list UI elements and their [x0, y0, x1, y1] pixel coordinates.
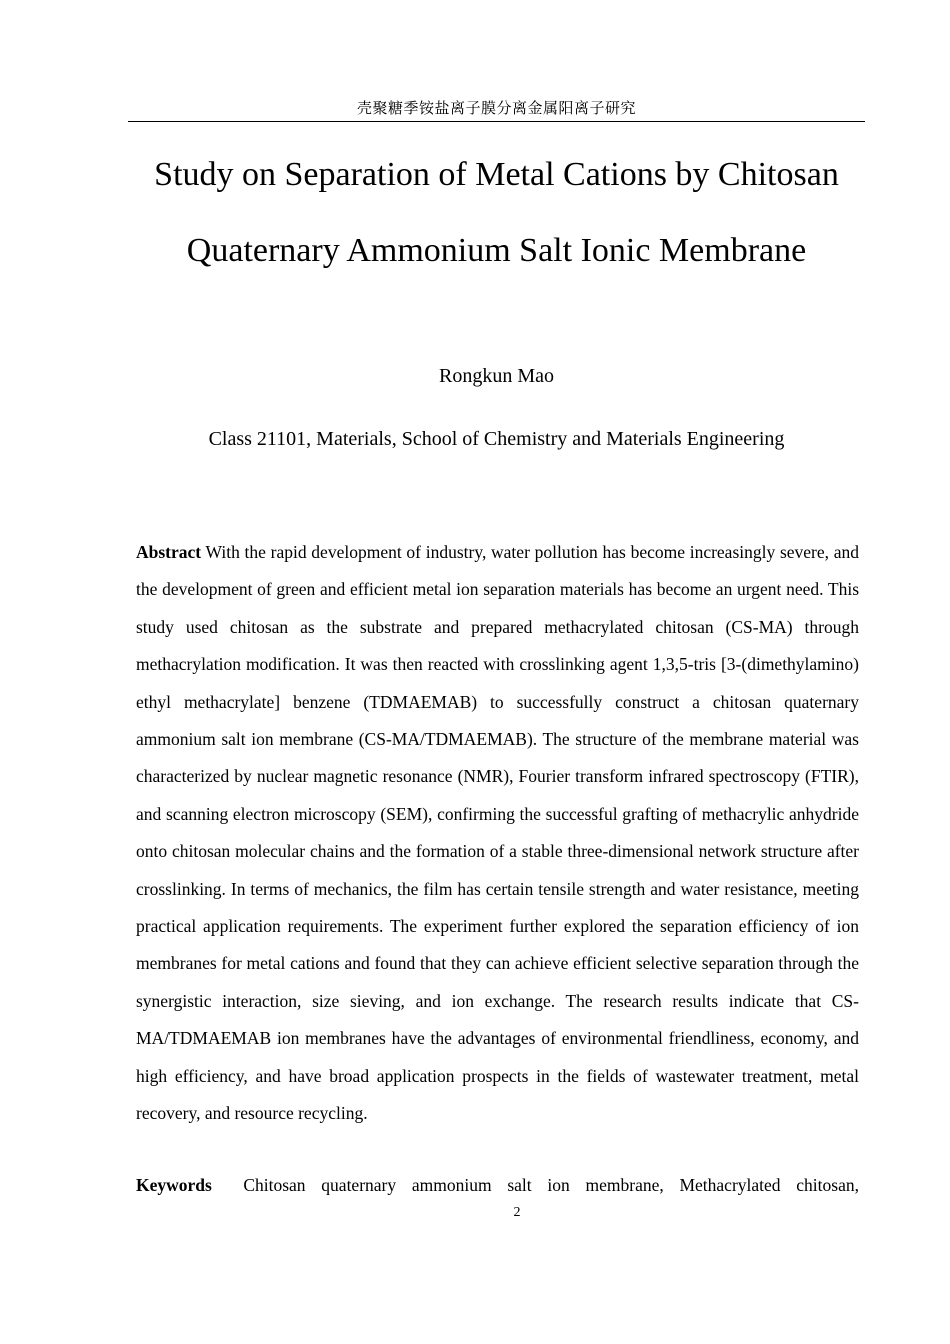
running-header: 壳聚糖季铵盐离子膜分离金属阳离子研究 [128, 96, 865, 122]
abstract-text: With the rapid development of industry, water pollution has become increasingly severe, and the development of green and efficient metal ion separation materials has become an urgent need. This study used chitosan as the substrate and prepared methacrylated chitosan (CS-MA) through methacrylation modification. It was then reacted with crosslinking agent 1,3,5-tris [3-(dimethylamino) ethyl methacrylate] benzene (TDMAEMAB) to successfully construct a chitosan quaternary ammonium salt ion membrane (CS-MA/TDMAEMAB). The structure of the membrane material was characterized by nuclear magnetic resonance (NMR), Fourier transform infrared spectroscopy (FTIR), and scanning electron microscopy (SEM), confirming the successful grafting of methacrylic anhydride onto chitosan molecular chains and the formation of a stable three-dimensional network structure after crosslinking. In terms of mechanics, the film has certain tensile strength and water resistance, meeting practical application requirements. The experiment further explored the separation efficiency of ion membranes for metal cations and found that they can achieve efficient selective separation through the synergistic interaction, size sieving, and ion exchange. The research results indicate that CS-MA/TDMAEMAB ion membranes have the advantages of environmental friendliness, economy, and high efficiency, and have broad application prospects in the fields of wastewater treatment, metal recovery, and resource recycling. [136, 542, 859, 1124]
keywords-text: Chitosan quaternary ammonium salt ion membrane, Methacrylated chitosan, [243, 1175, 859, 1195]
keywords-label: Keywords [136, 1175, 212, 1195]
page-number: 2 [513, 1205, 521, 1220]
title-line-1: Study on Separation of Metal Cations by Chitosan [154, 156, 839, 193]
title-line-2: Quaternary Ammonium Salt Ionic Membrane [186, 232, 807, 269]
abstract-label: Abstract [136, 542, 202, 562]
keywords-paragraph [136, 1167, 859, 1204]
paper-title [128, 137, 865, 289]
author-name: Rongkun Mao [439, 365, 554, 387]
author-affiliation: Class 21101, Materials, School of Chemistry and Materials Engineering [208, 428, 785, 450]
abstract-paragraph [136, 534, 859, 1133]
